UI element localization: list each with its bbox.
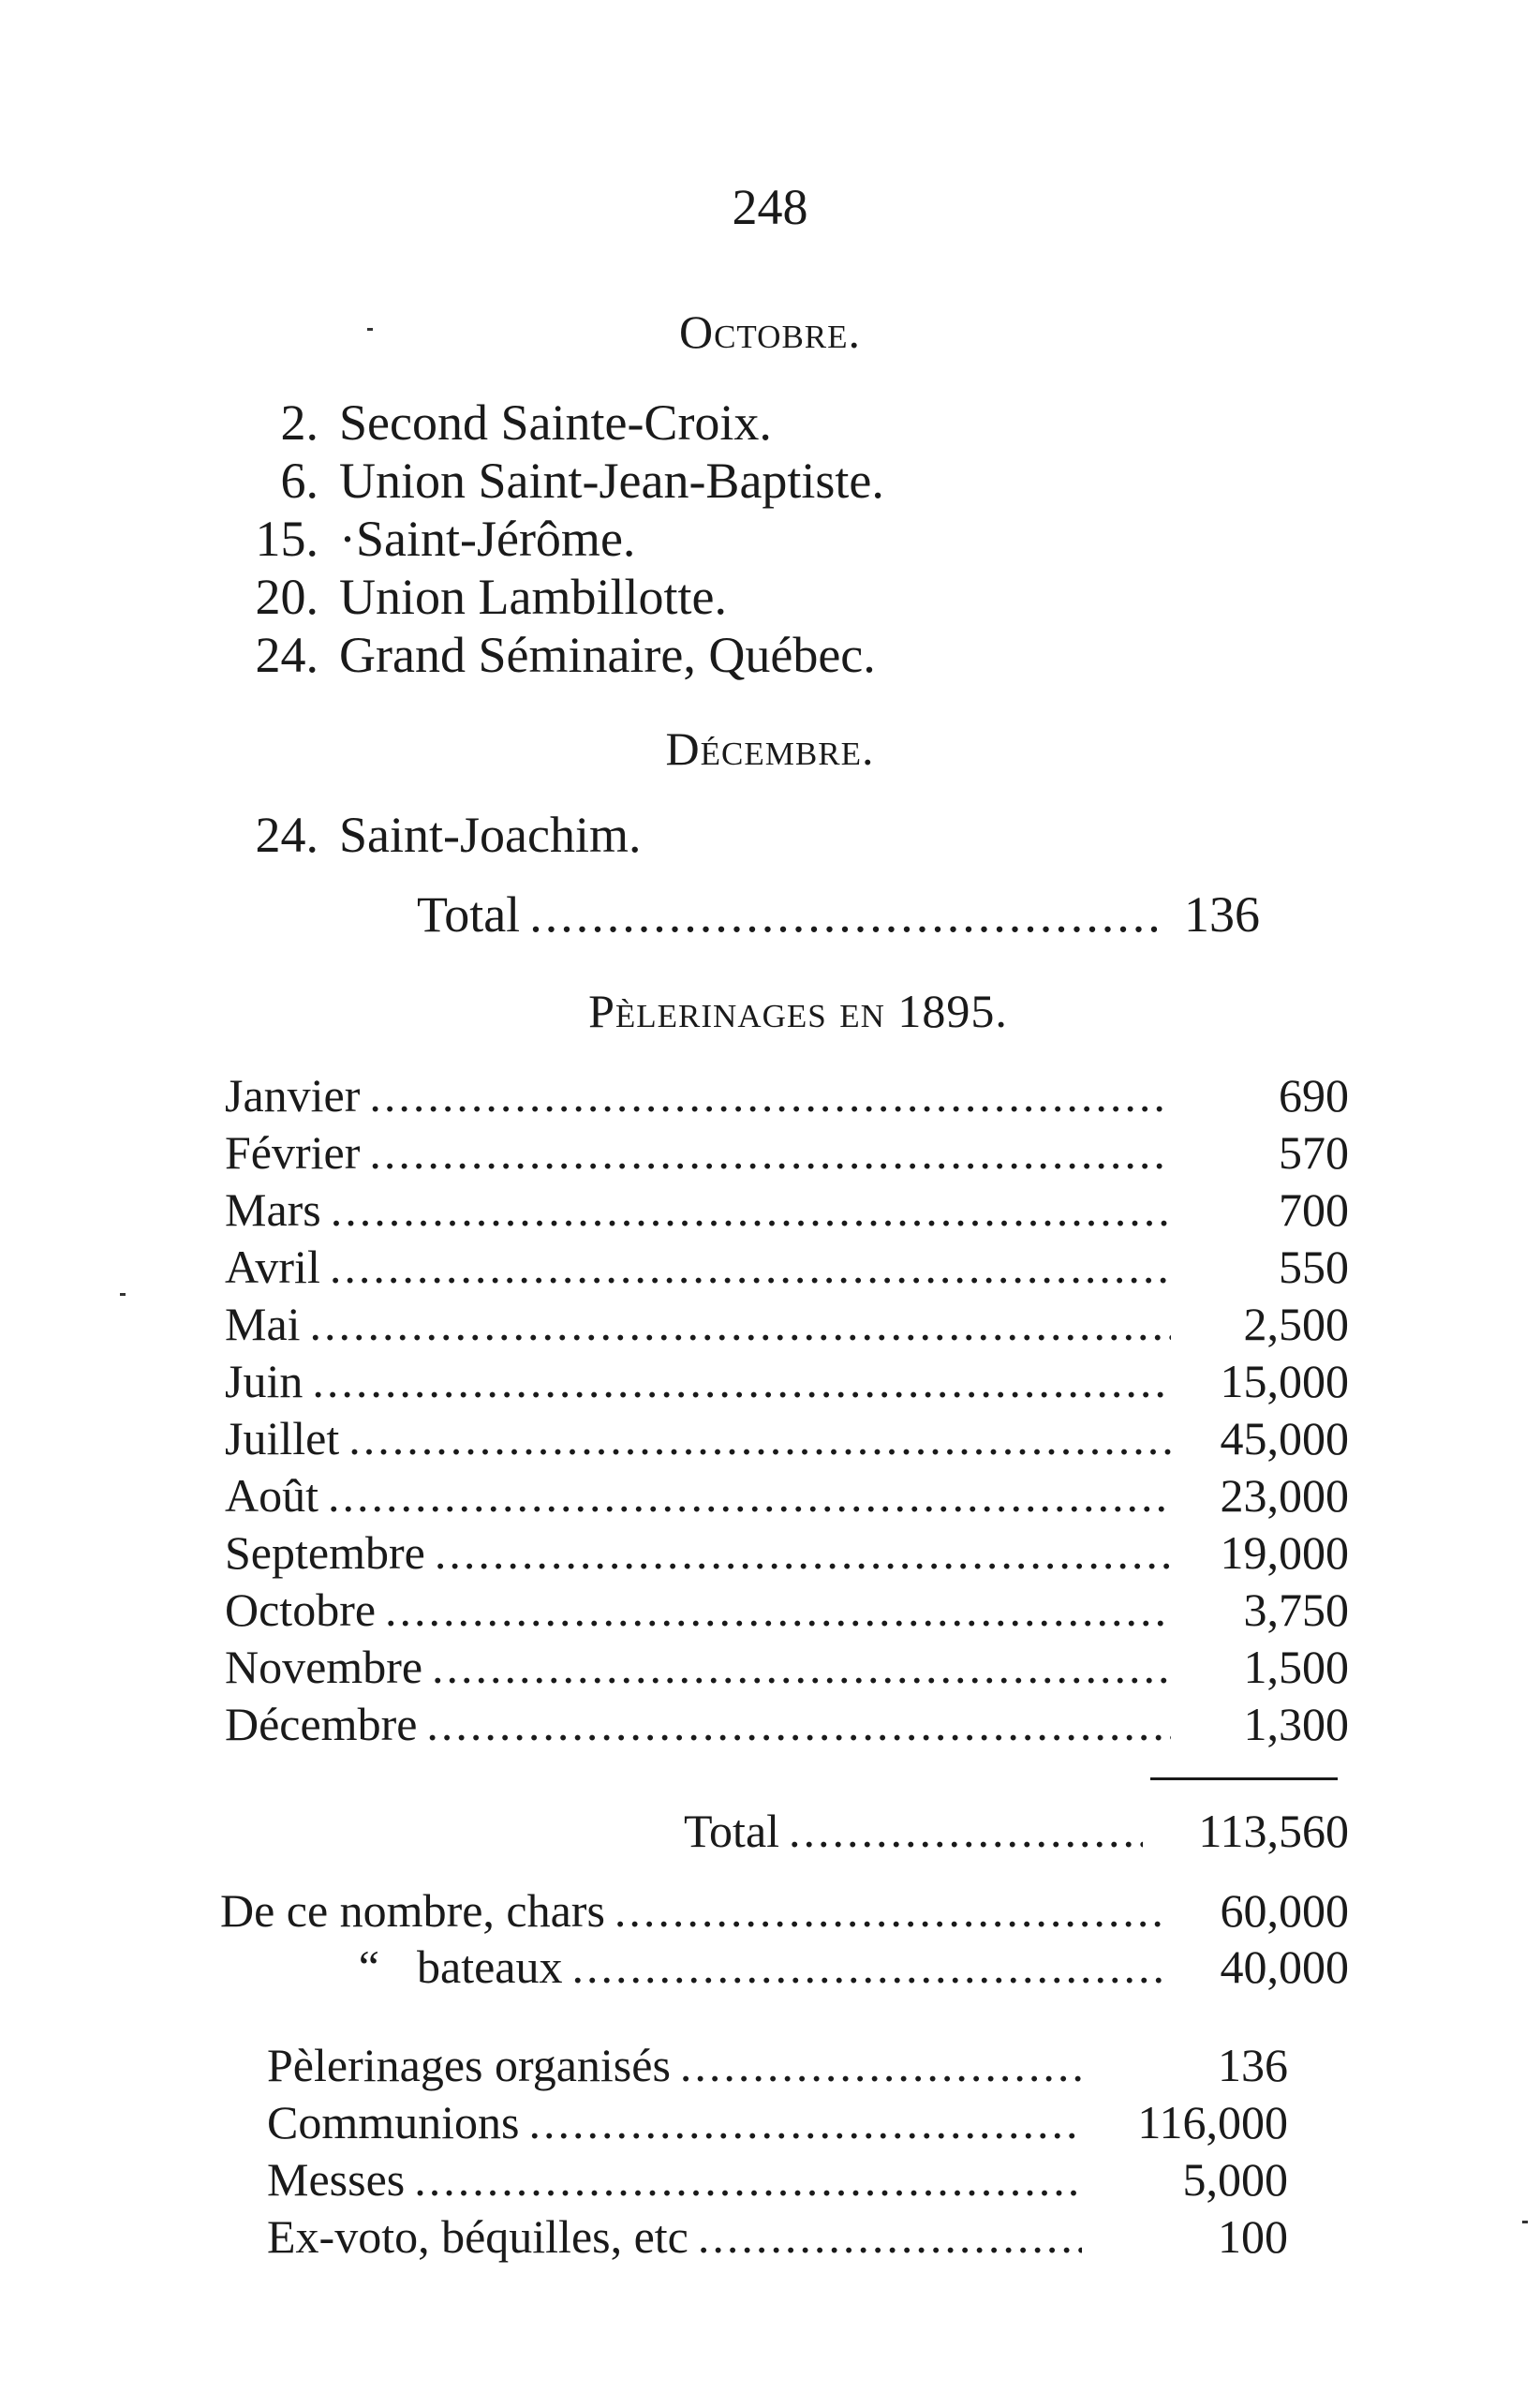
month-row — [225, 1640, 1349, 1694]
chars-value: 60,000 — [1220, 1884, 1349, 1937]
bateaux-row — [220, 1940, 1349, 1994]
month-value: 15,000 — [1220, 1355, 1349, 1407]
decembre-entry — [215, 806, 641, 864]
month-label: Mars — [225, 1183, 321, 1236]
entry-day: 24. — [255, 807, 318, 863]
dot-leader — [698, 2209, 1082, 2264]
summary-row — [267, 2095, 1288, 2149]
month-label: Novembre — [225, 1641, 423, 1693]
entry-name: Second Sainte-Croix. — [339, 394, 772, 451]
print-speck — [367, 328, 373, 331]
summary-value: 100 — [1218, 2210, 1288, 2263]
summary-row — [267, 2209, 1288, 2264]
summary-value: 136 — [1218, 2039, 1288, 2091]
octobre-entry — [215, 394, 772, 452]
summary-label: Ex-voto, béquilles, etc — [267, 2210, 689, 2263]
month-row — [225, 1411, 1349, 1465]
decembre-heading: Décembre. — [665, 722, 875, 775]
month-label: Mai — [225, 1298, 301, 1350]
ditto-mark: “ — [358, 1940, 379, 1993]
month-label: Août — [225, 1469, 318, 1522]
month-value: 3,750 — [1243, 1583, 1349, 1636]
month-row — [225, 1297, 1349, 1351]
month-label: Juin — [225, 1355, 304, 1407]
dot-leader — [369, 1068, 1171, 1122]
month-row — [225, 1125, 1349, 1180]
print-speck — [1522, 2221, 1528, 2223]
dot-leader — [528, 2095, 1082, 2149]
month-row — [225, 1583, 1349, 1637]
summary-label: Pèlerinages organisés — [267, 2039, 671, 2091]
summary-label: Communions — [267, 2096, 520, 2148]
dot-leader — [348, 1411, 1171, 1465]
month-label: Octobre — [225, 1583, 377, 1636]
chars-label: De ce nombre, chars — [220, 1884, 605, 1937]
month-row — [225, 1697, 1349, 1751]
dot-leader — [310, 1297, 1171, 1351]
chars-row — [220, 1883, 1349, 1938]
month-value: 1,500 — [1243, 1641, 1349, 1693]
dot-leader — [615, 1883, 1162, 1938]
month-value: 570 — [1279, 1126, 1349, 1179]
entry-name: Union Lambillotte. — [339, 569, 727, 625]
summary-label: Messes — [267, 2153, 406, 2206]
summary-row — [267, 2152, 1288, 2207]
summary-value: 116,000 — [1137, 2096, 1288, 2148]
month-row — [225, 1240, 1349, 1294]
month-row — [225, 1354, 1349, 1408]
total-row — [417, 885, 1260, 944]
page-number: 248 — [732, 179, 808, 235]
month-row — [225, 1182, 1349, 1237]
month-label: Avril — [225, 1241, 320, 1293]
month-row — [225, 1525, 1349, 1580]
month-row — [225, 1068, 1349, 1122]
total-value: 136 — [1184, 886, 1260, 943]
entry-name: Union Saint-Jean-Baptiste. — [339, 453, 884, 509]
month-value: 700 — [1279, 1183, 1349, 1236]
month-value: 45,000 — [1220, 1412, 1349, 1464]
month-label: Décembre — [225, 1698, 418, 1750]
dot-leader — [328, 1468, 1171, 1523]
month-label: Septembre — [225, 1526, 425, 1579]
month-value: 550 — [1279, 1241, 1349, 1293]
entry-day: 2. — [280, 394, 318, 451]
month-value: 690 — [1279, 1069, 1349, 1122]
dot-leader — [432, 1640, 1171, 1694]
pelerinages-heading: Pèlerinages en 1895. — [588, 985, 1008, 1037]
dot-leader — [331, 1182, 1171, 1237]
summary-row — [267, 2038, 1288, 2092]
dot-leader — [385, 1583, 1171, 1637]
octobre-heading: Octobre. — [678, 305, 862, 358]
bateaux-label: bateaux — [417, 1940, 563, 1993]
dot-leader — [369, 1125, 1171, 1180]
entry-day: 24. — [255, 627, 318, 683]
dot-leader — [435, 1525, 1171, 1580]
month-label: Février — [225, 1126, 361, 1179]
dot-leader — [312, 1354, 1171, 1408]
month-value: 1,300 — [1243, 1698, 1349, 1750]
entry-name: Grand Séminaire, Québec. — [339, 627, 876, 683]
dot-leader — [789, 1804, 1143, 1858]
octobre-entry — [215, 452, 884, 510]
month-label: Janvier — [225, 1069, 361, 1122]
dot-leader — [529, 885, 1157, 944]
month-value: 23,000 — [1220, 1469, 1349, 1522]
entry-day: 15. — [255, 511, 318, 567]
month-row — [225, 1468, 1349, 1523]
entry-day: 20. — [255, 569, 318, 625]
total-value: 113,560 — [1198, 1805, 1349, 1857]
total-label: Total — [417, 886, 521, 943]
dot-leader — [426, 1697, 1171, 1751]
total-label: Total — [684, 1805, 780, 1857]
entry-name: ·Saint-Jérôme. — [339, 511, 636, 567]
month-value: 2,500 — [1243, 1298, 1349, 1350]
octobre-entry — [215, 568, 727, 626]
summary-value: 5,000 — [1182, 2153, 1288, 2206]
month-value: 19,000 — [1220, 1526, 1349, 1579]
entry-name: Saint-Joachim. — [339, 807, 642, 863]
print-speck — [120, 1293, 126, 1296]
dot-leader — [571, 1940, 1162, 1994]
octobre-entry — [215, 626, 876, 684]
dot-leader — [680, 2038, 1082, 2092]
sum-rule — [1150, 1777, 1338, 1780]
dot-leader — [330, 1240, 1171, 1294]
pelerinages-total-row — [684, 1804, 1349, 1858]
bateaux-value: 40,000 — [1220, 1940, 1349, 1993]
dot-leader — [414, 2152, 1082, 2207]
entry-day: 6. — [280, 453, 318, 509]
octobre-entry — [215, 510, 635, 568]
month-label: Juillet — [225, 1412, 340, 1464]
